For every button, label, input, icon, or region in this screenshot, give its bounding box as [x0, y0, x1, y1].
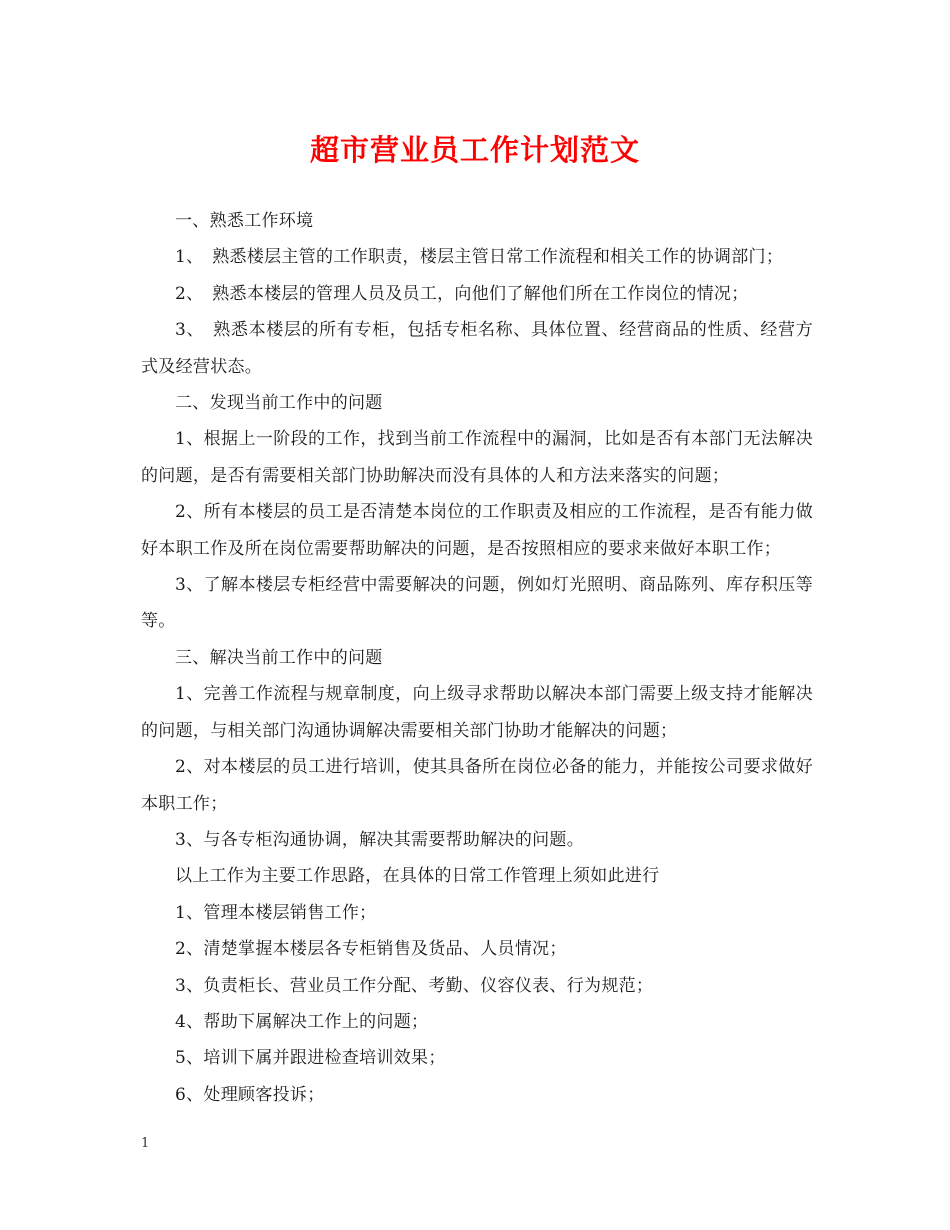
list-item: 3、负责柜长、营业员工作分配、考勤、仪容仪表、行为规范； [175, 975, 654, 996]
section-heading-2: 二、发现当前工作中的问题 [175, 393, 383, 414]
list-item: 4、帮助下属解决工作上的问题； [175, 1011, 429, 1032]
paragraph: 2、 熟悉本楼层的管理人员及员工，向他们了解他们所在工作岗位的情况； [175, 283, 749, 304]
section-heading-3: 三、解决当前工作中的问题 [175, 647, 383, 668]
paragraph: 3、与各专柜沟通协调，解决其需要帮助解决的问题。 [175, 829, 585, 850]
document-body [141, 203, 813, 1113]
paragraph: 1、 熟悉楼层主管的工作职责，楼层主管日常工作流程和相关工作的协调部门； [175, 247, 784, 268]
section-heading-1: 一、熟悉工作环境 [175, 211, 314, 231]
paragraph: 2、所有本楼层的员工是否清楚本岗位的工作职责及相应的工作流程，是否有能力做好本职工作及所在岗位需要帮助解决的问题，是否按照相应的要求来做好本职工作； [141, 502, 813, 559]
paragraph: 3、 熟悉本楼层的所有专柜，包括专柜名称、具体位置、经营商品的性质、经营方式及经营状态。 [141, 320, 813, 377]
paragraph: 1、完善工作流程与规章制度，向上级寻求帮助以解决本部门需要上级支持才能解决的问题，与相关部门沟通协调解决需要相关部门协助才能解决的问题； [141, 684, 813, 741]
list-item: 2、清楚掌握本楼层各专柜销售及货品、人员情况； [175, 939, 567, 960]
paragraph: 3、了解本楼层专柜经营中需要解决的问题，例如灯光照明、商品陈列、库存积压等等。 [141, 575, 813, 632]
paragraph: 1、根据上一阶段的工作，找到当前工作流程中的漏洞，比如是否有本部门无法解决的问题，是否有需要相关部门协助解决而没有具体的人和方法来落实的问题； [141, 429, 813, 486]
page-number: 1 [141, 1136, 150, 1151]
paragraph: 2、对本楼层的员工进行培训，使其具备所在岗位必备的能力，并能按公司要求做好本职工作； [141, 757, 813, 814]
list-item: 1、管理本楼层销售工作； [175, 902, 377, 923]
list-item: 5、培训下属并跟进检查培训效果； [175, 1048, 446, 1069]
document-title: 超市营业员工作计划范文 [309, 133, 640, 167]
paragraph: 以上工作为主要工作思路，在具体的日常工作管理上须如此进行 [175, 866, 660, 887]
list-item: 6、处理顾客投诉； [175, 1084, 325, 1105]
